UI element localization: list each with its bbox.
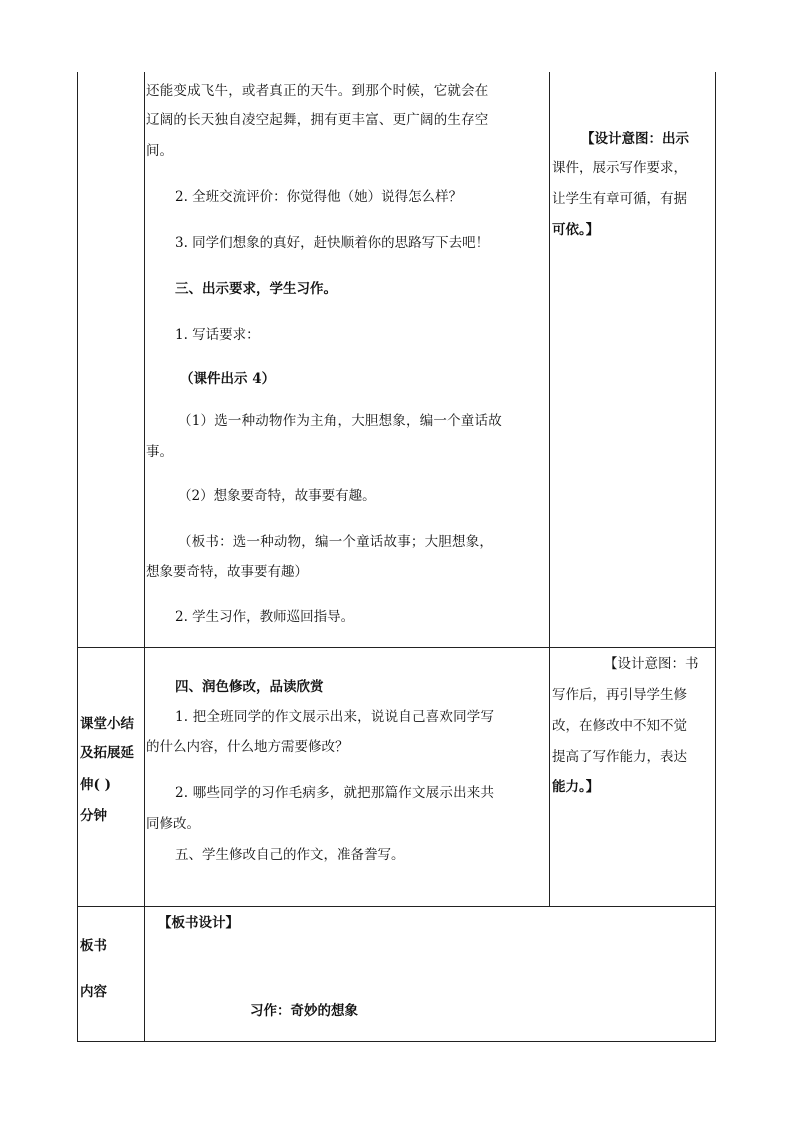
design-intent-heading: 【设计意图：出示 (581, 131, 689, 147)
row2-text-line: 2. 哪些同学的习作毛病多，就把那篇作文展示出来共 (175, 785, 495, 801)
row1-text-line: 事。 (146, 444, 173, 460)
section-heading: 四、润色修改，品读欣赏 (175, 679, 324, 695)
design-intent-line: 可依。】 (552, 222, 600, 238)
design-intent-line: 能力。】 (552, 779, 600, 795)
row2-text-line: 的什么内容，什么地方需要修改？ (146, 739, 349, 755)
table-left-border (77, 72, 78, 1042)
row-divider-1 (77, 647, 716, 648)
board-title: 习作：奇妙的想象 (250, 1003, 358, 1019)
table-bottom-border (77, 1041, 716, 1042)
row1-text-line: （1）选一种动物作为主角，大胆想象，编一个童话故 (178, 413, 502, 429)
row2-label-line: 伸( ) (80, 777, 111, 793)
row1-text-line: 1. 写话要求： (175, 327, 260, 343)
design-intent-heading: 【设计意图：书 (604, 656, 699, 672)
section-heading: 三、出示要求，学生习作。 (175, 281, 337, 297)
row2-label-line: 及拓展延 (80, 745, 134, 761)
intent-column-divider (549, 72, 550, 907)
design-intent-line: 让学生有章可循，有据 (552, 191, 687, 207)
row1-text-line: 辽阔的长天独自凌空起舞，拥有更丰富、更广阔的生存空 (146, 112, 489, 128)
row2-text-line: 1. 把全班同学的作文展示出来，说说自己喜欢同学写 (175, 709, 495, 725)
row2-label-line: 课堂小结 (80, 716, 134, 732)
design-intent-line: 写作后，再引导学生修 (552, 687, 687, 703)
row1-text-line: （板书：选一种动物，编一个童话故事；大胆想象， (178, 534, 494, 550)
row2-text-line: 五、学生修改自己的作文，准备誊写。 (175, 847, 405, 863)
row1-text-line: 2. 全班交流评价：你觉得他（她）说得怎么样？ (175, 189, 463, 205)
row1-text-line: 间。 (146, 143, 173, 159)
row1-text-line: 2. 学生习作，教师巡回指导。 (175, 609, 355, 625)
label-column-divider (144, 72, 145, 1042)
row3-label-line: 板书 (80, 938, 107, 954)
design-intent-line: 课件，展示写作要求， (552, 160, 687, 176)
row2-text-line: 同修改。 (146, 816, 200, 832)
row-divider-2 (77, 906, 716, 907)
row1-text-line: 3. 同学们想象的真好，赶快顺着你的思路写下去吧！ (175, 235, 490, 251)
row3-label-line: 内容 (80, 984, 107, 1000)
row1-text-line: （2）想象要奇特，故事要有趣。 (178, 488, 376, 504)
table-right-border (715, 72, 716, 1042)
row2-label-line: 分钟 (80, 808, 107, 824)
design-intent-line: 改，在修改中不知不觉 (552, 718, 687, 734)
courseware-note: （课件出示 4） (180, 371, 276, 387)
row1-text-line: 还能变成飞牛，或者真正的天牛。到那个时候，它就会在 (146, 83, 489, 99)
board-design-heading: 【板书设计】 (158, 915, 239, 931)
row1-text-line: 想象要奇特，故事要有趣） (146, 564, 308, 580)
design-intent-line: 提高了写作能力，表达 (552, 749, 687, 765)
